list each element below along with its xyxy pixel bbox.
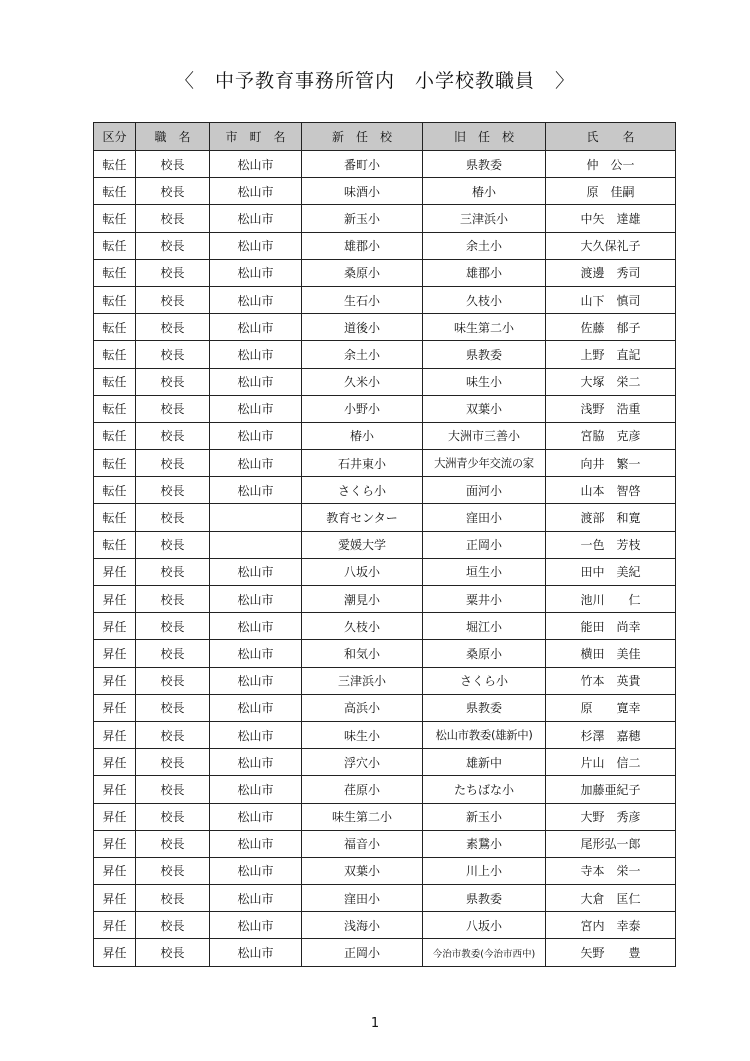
cell-position: 校長 [136,912,210,939]
cell-name: 原 佳嗣 [546,178,676,205]
cell-category: 転任 [94,395,136,422]
cell-previous-school: 粟井小 [423,586,546,613]
cell-category: 昇任 [94,857,136,884]
cell-municipality: 松山市 [210,586,302,613]
cell-previous-school: 今治市教委(今治市西中) [423,939,546,966]
cell-municipality: 松山市 [210,667,302,694]
cell-category: 昇任 [94,803,136,830]
cell-municipality: 松山市 [210,477,302,504]
cell-previous-school: 八坂小 [423,912,546,939]
table-row [94,640,676,667]
cell-name: 宮内 幸泰 [546,912,676,939]
cell-name: 山下 慎司 [546,286,676,313]
cell-previous-school: 面河小 [423,477,546,504]
cell-category: 転任 [94,314,136,341]
cell-municipality: 松山市 [210,232,302,259]
cell-previous-school: 県教委 [423,885,546,912]
table-row [94,694,676,721]
cell-position: 校長 [136,857,210,884]
cell-new-school: 久枝小 [302,613,423,640]
cell-name: 尾形弘一郎 [546,830,676,857]
cell-position: 校長 [136,939,210,966]
cell-position: 校長 [136,749,210,776]
cell-municipality: 松山市 [210,749,302,776]
cell-municipality: 松山市 [210,885,302,912]
cell-previous-school: 雄新中 [423,749,546,776]
table-row [94,504,676,531]
cell-new-school: 生石小 [302,286,423,313]
cell-new-school: 小野小 [302,395,423,422]
table-row [94,586,676,613]
cell-previous-school: 松山市教委(雄新中) [423,721,546,748]
cell-municipality: 松山市 [210,613,302,640]
cell-position: 校長 [136,395,210,422]
personnel-table [93,122,676,967]
cell-position: 校長 [136,151,210,178]
cell-position: 校長 [136,776,210,803]
cell-name: 佐藤 郁子 [546,314,676,341]
cell-previous-school: 双葉小 [423,395,546,422]
cell-new-school: 余土小 [302,341,423,368]
cell-name: 中矢 達雄 [546,205,676,232]
column-header-position: 職 名 [136,123,210,151]
table-row [94,368,676,395]
cell-category: 転任 [94,286,136,313]
cell-new-school: 潮見小 [302,586,423,613]
table-row [94,749,676,776]
cell-position: 校長 [136,341,210,368]
table-row [94,776,676,803]
cell-previous-school: 余土小 [423,232,546,259]
cell-name: 能田 尚幸 [546,613,676,640]
table-row [94,477,676,504]
cell-municipality: 松山市 [210,205,302,232]
cell-category: 昇任 [94,667,136,694]
cell-position: 校長 [136,885,210,912]
cell-category: 転任 [94,504,136,531]
cell-category: 昇任 [94,694,136,721]
table-row [94,341,676,368]
cell-name: 大塚 栄二 [546,368,676,395]
cell-previous-school: 椿小 [423,178,546,205]
cell-name: 大久保礼子 [546,232,676,259]
cell-category: 転任 [94,450,136,477]
cell-new-school: 浮穴小 [302,749,423,776]
cell-municipality [210,531,302,558]
cell-category: 転任 [94,341,136,368]
cell-position: 校長 [136,803,210,830]
cell-category: 昇任 [94,721,136,748]
cell-category: 転任 [94,259,136,286]
column-header-category: 区分 [94,123,136,151]
cell-previous-school: 味生第二小 [423,314,546,341]
cell-position: 校長 [136,830,210,857]
cell-position: 校長 [136,586,210,613]
cell-category: 転任 [94,151,136,178]
cell-previous-school: 雄郡小 [423,259,546,286]
cell-category: 昇任 [94,640,136,667]
cell-previous-school: 大洲青少年交流の家 [423,450,546,477]
cell-category: 転任 [94,368,136,395]
table-row [94,151,676,178]
cell-previous-school: さくら小 [423,667,546,694]
cell-new-school: 浅海小 [302,912,423,939]
column-header-previous-school: 旧 任 校 [423,123,546,151]
cell-name: 一色 芳枝 [546,531,676,558]
cell-category: 昇任 [94,558,136,585]
cell-category: 転任 [94,531,136,558]
cell-name: 宮脇 克彦 [546,422,676,449]
cell-previous-school: 窪田小 [423,504,546,531]
cell-position: 校長 [136,667,210,694]
cell-municipality: 松山市 [210,422,302,449]
cell-name: 向井 繁一 [546,450,676,477]
cell-position: 校長 [136,259,210,286]
column-header-new-school: 新 任 校 [302,123,423,151]
table-row [94,232,676,259]
cell-municipality: 松山市 [210,151,302,178]
cell-category: 昇任 [94,613,136,640]
cell-municipality: 松山市 [210,259,302,286]
cell-name: 浅野 浩重 [546,395,676,422]
cell-position: 校長 [136,205,210,232]
cell-municipality: 松山市 [210,721,302,748]
cell-category: 転任 [94,477,136,504]
cell-name: 仲 公一 [546,151,676,178]
cell-position: 校長 [136,694,210,721]
cell-municipality: 松山市 [210,830,302,857]
cell-previous-school: 素鵞小 [423,830,546,857]
cell-name: 上野 直記 [546,341,676,368]
cell-previous-school: 味生小 [423,368,546,395]
cell-position: 校長 [136,613,210,640]
cell-position: 校長 [136,232,210,259]
cell-new-school: 久米小 [302,368,423,395]
cell-category: 転任 [94,205,136,232]
cell-name: 池川 仁 [546,586,676,613]
table-row [94,803,676,830]
cell-position: 校長 [136,640,210,667]
table-header-row [94,123,676,151]
cell-previous-school: 久枝小 [423,286,546,313]
cell-new-school: 味生小 [302,721,423,748]
cell-position: 校長 [136,450,210,477]
cell-municipality: 松山市 [210,286,302,313]
cell-municipality: 松山市 [210,912,302,939]
cell-municipality: 松山市 [210,694,302,721]
cell-name: 片山 信二 [546,749,676,776]
column-header-municipality: 市 町 名 [210,123,302,151]
cell-new-school: 味酒小 [302,178,423,205]
cell-category: 昇任 [94,830,136,857]
cell-previous-school: 堀江小 [423,613,546,640]
table-row [94,422,676,449]
table-row [94,885,676,912]
cell-new-school: 桑原小 [302,259,423,286]
cell-municipality: 松山市 [210,395,302,422]
cell-name: 矢野 豊 [546,939,676,966]
cell-previous-school: 県教委 [423,151,546,178]
table-row [94,667,676,694]
cell-municipality: 松山市 [210,776,302,803]
table-row [94,613,676,640]
cell-new-school: 正岡小 [302,939,423,966]
cell-previous-school: 大洲市三善小 [423,422,546,449]
cell-municipality: 松山市 [210,803,302,830]
table-row [94,531,676,558]
cell-municipality: 松山市 [210,558,302,585]
cell-position: 校長 [136,368,210,395]
cell-new-school: 椿小 [302,422,423,449]
cell-category: 転任 [94,422,136,449]
table-row [94,314,676,341]
table-row [94,395,676,422]
cell-municipality [210,504,302,531]
cell-new-school: 八坂小 [302,558,423,585]
cell-previous-school: 三津浜小 [423,205,546,232]
table-row [94,286,676,313]
cell-name: 横田 美佳 [546,640,676,667]
cell-category: 昇任 [94,749,136,776]
table-row [94,450,676,477]
cell-name: 山本 智啓 [546,477,676,504]
table-row [94,912,676,939]
cell-new-school: 味生第二小 [302,803,423,830]
cell-new-school: 愛媛大学 [302,531,423,558]
cell-category: 転任 [94,232,136,259]
cell-new-school: 和気小 [302,640,423,667]
cell-name: 原 寛幸 [546,694,676,721]
cell-new-school: 荏原小 [302,776,423,803]
cell-new-school: 福音小 [302,830,423,857]
cell-category: 昇任 [94,776,136,803]
cell-new-school: 高浜小 [302,694,423,721]
cell-new-school: さくら小 [302,477,423,504]
cell-new-school: 教育センター [302,504,423,531]
cell-position: 校長 [136,721,210,748]
cell-municipality: 松山市 [210,368,302,395]
page-number: 1 [370,1016,380,1031]
cell-previous-school: 新玉小 [423,803,546,830]
cell-new-school: 雄郡小 [302,232,423,259]
cell-municipality: 松山市 [210,640,302,667]
cell-position: 校長 [136,477,210,504]
cell-position: 校長 [136,422,210,449]
cell-previous-school: 正岡小 [423,531,546,558]
cell-new-school: 双葉小 [302,857,423,884]
cell-position: 校長 [136,504,210,531]
cell-name: 渡部 和寛 [546,504,676,531]
cell-municipality: 松山市 [210,939,302,966]
cell-name: 渡邊 秀司 [546,259,676,286]
cell-new-school: 番町小 [302,151,423,178]
column-header-name: 氏 名 [546,123,676,151]
cell-position: 校長 [136,314,210,341]
cell-municipality: 松山市 [210,178,302,205]
table-row [94,558,676,585]
document-title: 〈 中予教育事務所管内 小学校教職員 〉 [174,70,575,92]
cell-category: 昇任 [94,885,136,912]
cell-new-school: 道後小 [302,314,423,341]
cell-category: 昇任 [94,586,136,613]
table-row [94,205,676,232]
cell-name: 加藤亜紀子 [546,776,676,803]
cell-position: 校長 [136,286,210,313]
cell-name: 杉澤 嘉穂 [546,721,676,748]
cell-municipality: 松山市 [210,450,302,477]
cell-position: 校長 [136,558,210,585]
cell-category: 転任 [94,178,136,205]
table-row [94,721,676,748]
cell-name: 大野 秀彦 [546,803,676,830]
cell-previous-school: 県教委 [423,341,546,368]
cell-municipality: 松山市 [210,341,302,368]
cell-previous-school: 川上小 [423,857,546,884]
cell-position: 校長 [136,178,210,205]
cell-municipality: 松山市 [210,314,302,341]
cell-municipality: 松山市 [210,857,302,884]
cell-name: 大倉 匡仁 [546,885,676,912]
cell-category: 昇任 [94,939,136,966]
cell-previous-school: たちばな小 [423,776,546,803]
cell-position: 校長 [136,531,210,558]
table-row [94,178,676,205]
cell-previous-school: 垣生小 [423,558,546,585]
cell-new-school: 石井東小 [302,450,423,477]
cell-new-school: 窪田小 [302,885,423,912]
cell-name: 田中 美紀 [546,558,676,585]
cell-new-school: 三津浜小 [302,667,423,694]
cell-category: 昇任 [94,912,136,939]
table-row [94,259,676,286]
cell-previous-school: 県教委 [423,694,546,721]
cell-name: 竹本 英貴 [546,667,676,694]
table-row [94,830,676,857]
cell-name: 寺本 栄一 [546,857,676,884]
cell-previous-school: 桑原小 [423,640,546,667]
table-row [94,939,676,966]
table-row [94,857,676,884]
cell-new-school: 新玉小 [302,205,423,232]
